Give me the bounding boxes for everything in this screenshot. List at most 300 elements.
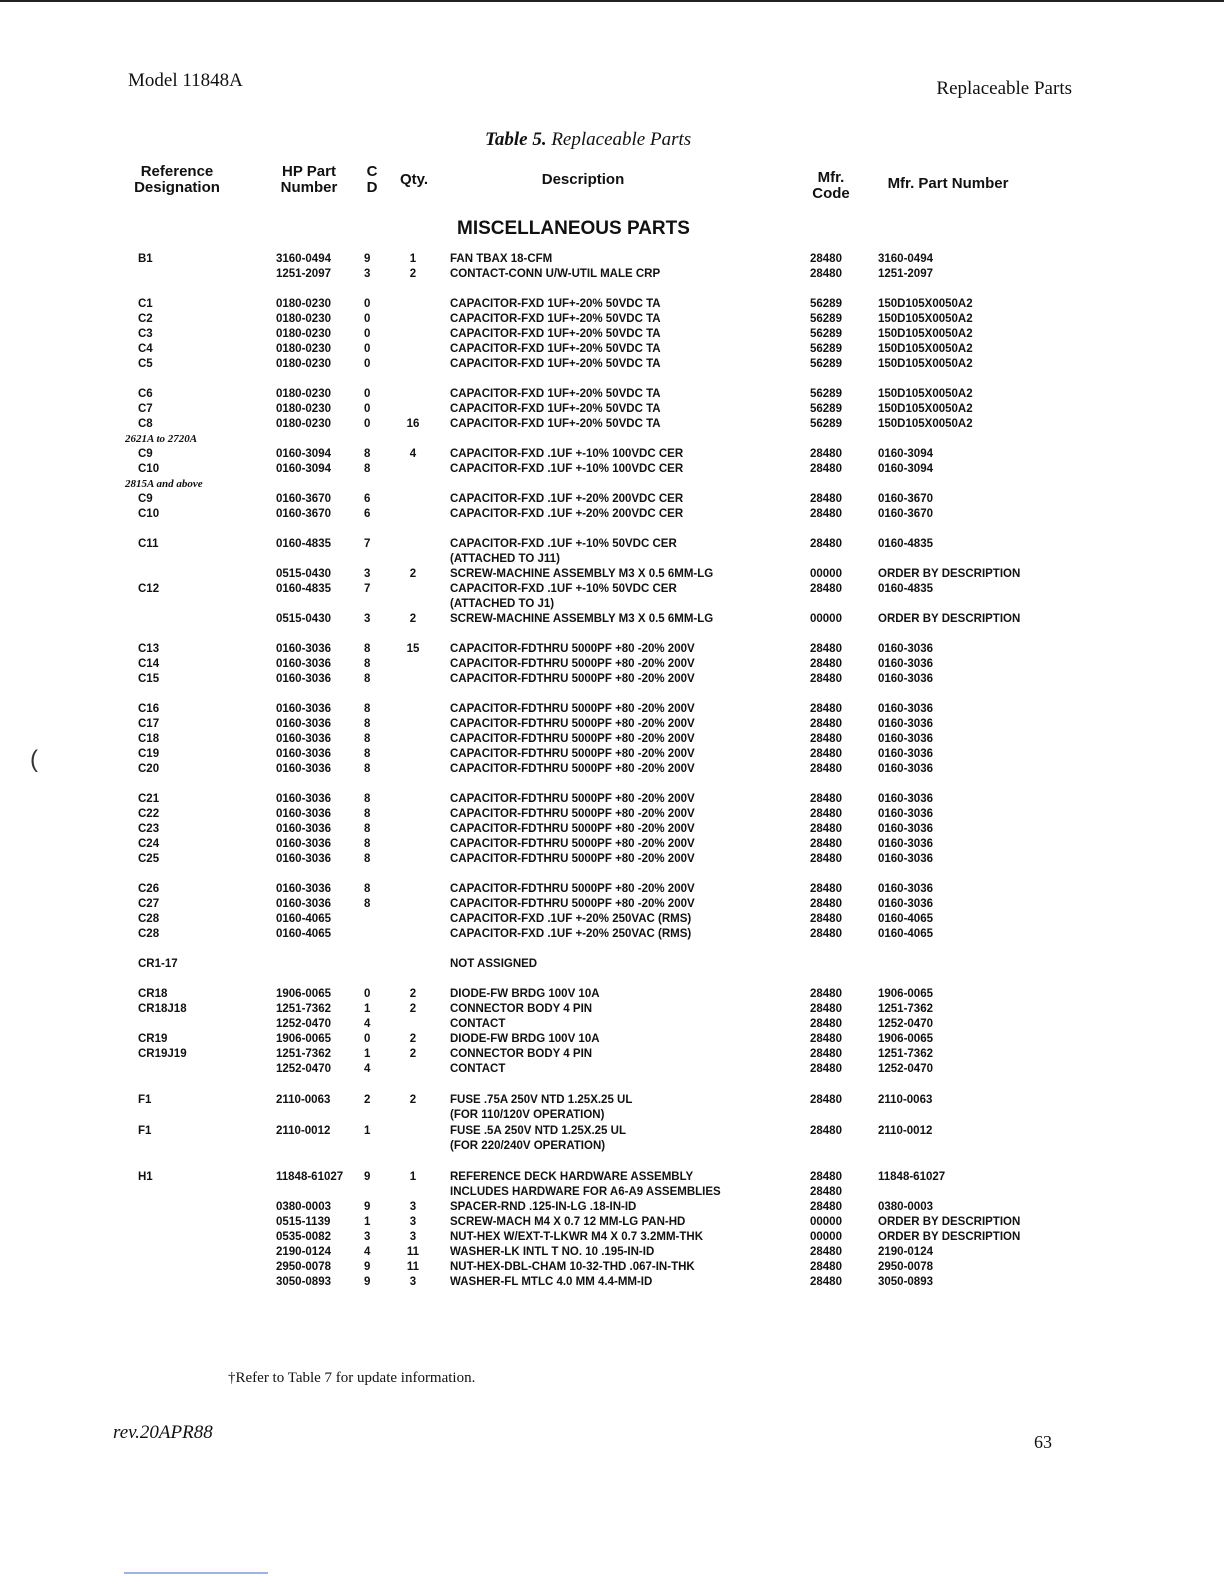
- cd-cell: 8: [364, 748, 371, 760]
- mfr-code-cell: 28480: [810, 463, 842, 475]
- mfr-part-number-cell: 0160-3036: [878, 823, 933, 835]
- hp-part-cell: 0515-0430: [276, 613, 331, 625]
- mfr-code-cell: 00000: [810, 1216, 842, 1228]
- table-row: [0, 447, 1224, 462]
- mfr-code-cell: 56289: [810, 388, 842, 400]
- hp-part-cell: 0180-0230: [276, 358, 331, 370]
- description-cell: CAPACITOR-FDTHRU 5000PF +80 -20% 200V: [450, 673, 695, 685]
- description-cell: SCREW-MACHINE ASSEMBLY M3 X 0.5 6MM-LG: [450, 613, 714, 625]
- mfr-part-number-cell: 0160-4065: [878, 913, 933, 925]
- mfr-part-number-cell: 0160-3036: [878, 643, 933, 655]
- mfr-part-number-cell: 2950-0078: [878, 1261, 933, 1273]
- hp-part-cell: 0535-0082: [276, 1231, 331, 1243]
- mfr-code-cell: 28480: [810, 493, 842, 505]
- ref-designation-cell: C3: [138, 328, 153, 340]
- ref-designation-cell: C14: [138, 658, 160, 670]
- hp-part-cell: 0160-3036: [276, 748, 331, 760]
- mfr-code-cell: 28480: [810, 1186, 842, 1198]
- mfr-part-number-cell: 0160-4835: [878, 583, 933, 595]
- table-row: [0, 297, 1224, 312]
- mfr-code-cell: 28480: [810, 1018, 842, 1030]
- cd-cell: 0: [364, 328, 371, 340]
- table-row: [0, 1108, 1224, 1123]
- mfr-part-number-cell: 150D105X0050A2: [878, 358, 973, 370]
- mfr-part-number-cell: 2190-0124: [878, 1246, 933, 1258]
- qty-cell: 2: [409, 1094, 417, 1106]
- mfr-code-cell: 28480: [810, 448, 842, 460]
- description-cell: INCLUDES HARDWARE FOR A6-A9 ASSEMBLIES: [450, 1186, 721, 1198]
- description-cell: CAPACITOR-FDTHRU 5000PF +80 -20% 200V: [450, 658, 695, 670]
- description-cell: CAPACITOR-FDTHRU 5000PF +80 -20% 200V: [450, 733, 695, 745]
- cd-cell: 8: [364, 853, 371, 865]
- mfr-code-cell: 28480: [810, 1094, 842, 1106]
- cd-cell: 8: [364, 658, 371, 670]
- ref-designation-cell: CR19: [138, 1033, 168, 1045]
- mfr-part-number-cell: 0160-3094: [878, 448, 933, 460]
- hp-part-cell: 0380-0003: [276, 1201, 331, 1213]
- ref-designation-cell: C2: [138, 313, 153, 325]
- col-mfr-part-number: Mfr. Part Number: [887, 175, 1009, 192]
- hp-part-cell: 0515-0430: [276, 568, 331, 580]
- table-row: [0, 822, 1224, 837]
- mfr-code-cell: 28480: [810, 718, 842, 730]
- table-row: [0, 462, 1224, 477]
- cd-cell: 1: [364, 1003, 371, 1015]
- mfr-code-cell: 28480: [810, 1048, 842, 1060]
- cd-cell: 0: [364, 298, 371, 310]
- ref-designation-cell: F1: [138, 1125, 152, 1137]
- serial-range-note: [0, 432, 1224, 447]
- hp-part-cell: 2110-0063: [276, 1094, 331, 1106]
- hp-part-cell: 0160-3036: [276, 718, 331, 730]
- mfr-part-number-cell: 3050-0893: [878, 1276, 933, 1288]
- ref-designation-cell: CR18: [138, 988, 168, 1000]
- cd-cell: 8: [364, 448, 371, 460]
- cd-cell: 8: [364, 643, 371, 655]
- ref-designation-cell: C9: [138, 448, 153, 460]
- description-cell: WASHER-FL MTLC 4.0 MM 4.4-MM-ID: [450, 1276, 653, 1288]
- table-row: [0, 702, 1224, 717]
- table-row: [0, 717, 1224, 732]
- description-cell: CAPACITOR-FDTHRU 5000PF +80 -20% 200V: [450, 793, 695, 805]
- mfr-part-number-cell: 0160-3036: [878, 883, 933, 895]
- hp-part-cell: 1251-7362: [276, 1048, 331, 1060]
- mfr-part-number-cell: 0160-3036: [878, 853, 933, 865]
- serial-note-text: 2621A to 2720A: [125, 433, 198, 445]
- mfr-code-cell: 28480: [810, 763, 842, 775]
- ref-designation-cell: B1: [138, 253, 153, 265]
- mfr-part-number-cell: ORDER BY DESCRIPTION: [878, 1231, 1021, 1243]
- mfr-part-number-cell: 0160-3036: [878, 898, 933, 910]
- mfr-code-cell: 56289: [810, 298, 842, 310]
- cd-cell: 9: [364, 1201, 371, 1213]
- hp-part-cell: 0160-3036: [276, 703, 331, 715]
- table-row: [0, 327, 1224, 342]
- table-row: [0, 1275, 1224, 1290]
- section-header: Replaceable Parts: [936, 78, 1072, 99]
- description-cell: FUSE .5A 250V NTD 1.25X.25 UL: [450, 1125, 626, 1137]
- cd-cell: 6: [364, 493, 371, 505]
- description-cell: FAN TBAX 18-CFM: [450, 253, 553, 265]
- hp-part-cell: 0160-4065: [276, 928, 331, 940]
- cd-cell: 8: [364, 793, 371, 805]
- mfr-code-cell: 28480: [810, 748, 842, 760]
- mfr-part-number-cell: 0160-3036: [878, 718, 933, 730]
- table-row: [0, 267, 1224, 282]
- ref-designation-cell: C24: [138, 838, 160, 850]
- cd-cell: 0: [364, 388, 371, 400]
- ref-designation-cell: C28: [138, 928, 160, 940]
- table-row: [0, 882, 1224, 897]
- hp-part-cell: 11848-61027: [276, 1171, 344, 1183]
- description-cell: CAPACITOR-FXD .1UF +-10% 50VDC CER: [450, 538, 677, 550]
- mfr-code-cell: 28480: [810, 703, 842, 715]
- mfr-code-cell: 28480: [810, 658, 842, 670]
- description-cell: (FOR 110/120V OPERATION): [450, 1109, 605, 1121]
- hp-part-cell: 0160-3036: [276, 898, 331, 910]
- ref-designation-cell: F1: [138, 1094, 152, 1106]
- hp-part-cell: 0160-3036: [276, 793, 331, 805]
- table-row: [0, 987, 1224, 1002]
- qty-cell: 2: [409, 1033, 417, 1045]
- description-cell: CONNECTOR BODY 4 PIN: [450, 1003, 593, 1015]
- mfr-part-number-cell: 3160-0494: [878, 253, 933, 265]
- hp-part-cell: 1906-0065: [276, 1033, 331, 1045]
- mfr-code-cell: 28480: [810, 1261, 842, 1273]
- table-row: [0, 1200, 1224, 1215]
- description-cell: CAPACITOR-FXD .1UF +-20% 200VDC CER: [450, 508, 684, 520]
- ref-designation-cell: CR19J19: [138, 1048, 187, 1060]
- cd-cell: 8: [364, 763, 371, 775]
- ref-designation-cell: C19: [138, 748, 160, 760]
- mfr-part-number-cell: 0160-3670: [878, 493, 933, 505]
- cd-cell: 3: [364, 1231, 371, 1243]
- cd-cell: 2: [364, 1094, 371, 1106]
- description-cell: CAPACITOR-FXD 1UF+-20% 50VDC TA: [450, 298, 661, 310]
- description-cell: CAPACITOR-FDTHRU 5000PF +80 -20% 200V: [450, 853, 695, 865]
- qty-cell: 1: [409, 253, 417, 265]
- hp-part-cell: 0515-1139: [276, 1216, 331, 1228]
- cd-cell: 9: [364, 1261, 371, 1273]
- hp-part-cell: 0160-3094: [276, 448, 331, 460]
- table-row: [0, 1002, 1224, 1017]
- mfr-part-number-cell: 0160-3036: [878, 808, 933, 820]
- hp-part-cell: 1906-0065: [276, 988, 331, 1000]
- hp-part-cell: 3050-0893: [276, 1276, 331, 1288]
- mfr-code-cell: 28480: [810, 1125, 842, 1137]
- mfr-code-cell: 28480: [810, 1171, 842, 1183]
- table-row: [0, 957, 1224, 972]
- table-row: [0, 612, 1224, 627]
- description-cell: CAPACITOR-FXD 1UF+-20% 50VDC TA: [450, 328, 661, 340]
- cd-cell: 1: [364, 1125, 371, 1137]
- hp-part-cell: 3160-0494: [276, 253, 331, 265]
- mfr-code-cell: 28480: [810, 1201, 842, 1213]
- col-qty: Qty.: [399, 171, 429, 188]
- description-cell: (ATTACHED TO J1): [450, 598, 555, 610]
- table-row: [0, 792, 1224, 807]
- table-row: [0, 747, 1224, 762]
- cd-cell: 0: [364, 313, 371, 325]
- table-row: [0, 252, 1224, 267]
- mfr-part-number-cell: 0160-3036: [878, 793, 933, 805]
- serial-note-text: 2815A and above: [125, 478, 203, 490]
- qty-cell: 11: [406, 1246, 420, 1258]
- table-row: [0, 1062, 1224, 1077]
- hp-part-cell: 0160-4835: [276, 538, 331, 550]
- hp-part-cell: 0160-3036: [276, 673, 331, 685]
- hp-part-cell: 0180-0230: [276, 343, 331, 355]
- ref-designation-cell: CR18J18: [138, 1003, 187, 1015]
- mfr-code-cell: 28480: [810, 1063, 842, 1075]
- table-row: [0, 402, 1224, 417]
- ref-designation-cell: C26: [138, 883, 160, 895]
- mfr-part-number-cell: 0160-3094: [878, 463, 933, 475]
- description-cell: REFERENCE DECK HARDWARE ASSEMBLY: [450, 1171, 694, 1183]
- mfr-code-cell: 28480: [810, 508, 842, 520]
- description-cell: (FOR 220/240V OPERATION): [450, 1140, 606, 1152]
- table-row: [0, 342, 1224, 357]
- ref-designation-cell: C6: [138, 388, 153, 400]
- mfr-part-number-cell: 1251-2097: [878, 268, 933, 280]
- table-row: [0, 597, 1224, 612]
- hp-part-cell: 0160-4065: [276, 913, 331, 925]
- ref-designation-cell: C21: [138, 793, 160, 805]
- description-cell: CONTACT: [450, 1063, 506, 1075]
- cd-cell: 7: [364, 538, 371, 550]
- hp-part-cell: 0160-3036: [276, 823, 331, 835]
- mfr-code-cell: 56289: [810, 403, 842, 415]
- mfr-code-cell: 28480: [810, 928, 842, 940]
- hp-part-cell: 2110-0012: [276, 1125, 331, 1137]
- cd-cell: 0: [364, 343, 371, 355]
- description-cell: CAPACITOR-FDTHRU 5000PF +80 -20% 200V: [450, 823, 695, 835]
- mfr-code-cell: 28480: [810, 913, 842, 925]
- hp-part-cell: 1251-2097: [276, 268, 331, 280]
- cd-cell: 9: [364, 253, 371, 265]
- mfr-code-cell: 56289: [810, 313, 842, 325]
- mfr-code-cell: 28480: [810, 793, 842, 805]
- description-cell: CONTACT-CONN U/W-UTIL MALE CRP: [450, 268, 661, 280]
- hp-part-cell: 0180-0230: [276, 418, 331, 430]
- description-cell: CAPACITOR-FXD 1UF+-20% 50VDC TA: [450, 388, 661, 400]
- description-cell: CAPACITOR-FXD 1UF+-20% 50VDC TA: [450, 358, 661, 370]
- table-row: [0, 927, 1224, 942]
- mfr-part-number-cell: 0160-3036: [878, 673, 933, 685]
- mfr-code-cell: 00000: [810, 568, 842, 580]
- qty-cell: 15: [406, 643, 420, 655]
- table-row: [0, 552, 1224, 567]
- mfr-part-number-cell: 0160-3036: [878, 733, 933, 745]
- hp-part-cell: 0160-3036: [276, 658, 331, 670]
- mfr-code-cell: 28480: [810, 853, 842, 865]
- mfr-code-cell: 28480: [810, 1246, 842, 1258]
- cd-cell: 3: [364, 268, 371, 280]
- cd-cell: 1: [364, 1216, 371, 1228]
- table-row: [0, 1139, 1224, 1154]
- cd-cell: 8: [364, 673, 371, 685]
- table-row: [0, 1124, 1224, 1139]
- hp-part-cell: 0180-0230: [276, 403, 331, 415]
- qty-cell: 16: [406, 418, 420, 430]
- table-row: [0, 1093, 1224, 1108]
- mfr-part-number-cell: 0160-3036: [878, 763, 933, 775]
- ref-designation-cell: C23: [138, 823, 160, 835]
- qty-cell: 2: [409, 1003, 417, 1015]
- mfr-code-cell: 28480: [810, 583, 842, 595]
- description-cell: CAPACITOR-FDTHRU 5000PF +80 -20% 200V: [450, 718, 695, 730]
- description-cell: CAPACITOR-FXD 1UF+-20% 50VDC TA: [450, 418, 661, 430]
- description-cell: NUT-HEX-DBL-CHAM 10-32-THD .067-IN-THK: [450, 1261, 695, 1273]
- mfr-part-number-cell: 1906-0065: [878, 1033, 933, 1045]
- hp-part-cell: 1252-0470: [276, 1018, 331, 1030]
- cd-cell: 9: [364, 1171, 371, 1183]
- hp-part-cell: 0180-0230: [276, 313, 331, 325]
- qty-cell: 3: [409, 1276, 417, 1288]
- hp-part-cell: 0160-3036: [276, 763, 331, 775]
- hp-part-cell: 0160-3036: [276, 883, 331, 895]
- cd-cell: 0: [364, 1033, 371, 1045]
- model-header: Model 11848A: [128, 70, 243, 91]
- cd-cell: 1: [364, 1048, 371, 1060]
- ref-designation-cell: C9: [138, 493, 153, 505]
- cd-cell: 8: [364, 808, 371, 820]
- description-cell: CAPACITOR-FDTHRU 5000PF +80 -20% 200V: [450, 838, 695, 850]
- mfr-part-number-cell: 150D105X0050A2: [878, 418, 973, 430]
- description-cell: CAPACITOR-FDTHRU 5000PF +80 -20% 200V: [450, 748, 695, 760]
- mfr-code-cell: 56289: [810, 328, 842, 340]
- mfr-code-cell: 28480: [810, 1276, 842, 1288]
- description-cell: SPACER-RND .125-IN-LG .18-IN-ID: [450, 1201, 637, 1213]
- ref-designation-cell: CR1-17: [138, 958, 178, 970]
- description-cell: CAPACITOR-FDTHRU 5000PF +80 -20% 200V: [450, 808, 695, 820]
- cd-cell: 0: [364, 358, 371, 370]
- mfr-code-cell: 56289: [810, 358, 842, 370]
- description-cell: WASHER-LK INTL T NO. 10 .195-IN-ID: [450, 1246, 655, 1258]
- ref-designation-cell: C7: [138, 403, 153, 415]
- mfr-part-number-cell: ORDER BY DESCRIPTION: [878, 1216, 1021, 1228]
- mfr-part-number-cell: 0160-3670: [878, 508, 933, 520]
- table-row: [0, 417, 1224, 432]
- table-row: [0, 1185, 1224, 1200]
- mfr-part-number-cell: 1252-0470: [878, 1063, 933, 1075]
- table-row: [0, 807, 1224, 822]
- mfr-code-cell: 28480: [810, 673, 842, 685]
- table-row: [0, 1047, 1224, 1062]
- table-row: [0, 897, 1224, 912]
- mfr-code-cell: 28480: [810, 253, 842, 265]
- qty-cell: 2: [409, 568, 417, 580]
- hp-part-cell: 0160-3036: [276, 838, 331, 850]
- col-description: Description: [541, 171, 625, 188]
- hp-part-cell: 0160-3036: [276, 853, 331, 865]
- mfr-part-number-cell: 150D105X0050A2: [878, 388, 973, 400]
- cd-cell: 8: [364, 703, 371, 715]
- mfr-part-number-cell: 0160-4835: [878, 538, 933, 550]
- hp-part-cell: 0160-3036: [276, 808, 331, 820]
- hp-part-cell: 1252-0470: [276, 1063, 331, 1075]
- description-cell: CAPACITOR-FXD .1UF +-20% 200VDC CER: [450, 493, 684, 505]
- qty-cell: 4: [409, 448, 417, 460]
- mfr-code-cell: 28480: [810, 538, 842, 550]
- table-row: [0, 567, 1224, 582]
- description-cell: CAPACITOR-FXD .1UF +-20% 250VAC (RMS): [450, 928, 692, 940]
- table-row: [0, 1260, 1224, 1275]
- description-cell: NOT ASSIGNED: [450, 958, 538, 970]
- mfr-code-cell: 28480: [810, 643, 842, 655]
- qty-cell: 11: [406, 1261, 420, 1273]
- qty-cell: 1: [409, 1171, 417, 1183]
- ref-designation-cell: C20: [138, 763, 160, 775]
- mfr-code-cell: 28480: [810, 838, 842, 850]
- ref-designation-cell: C1: [138, 298, 153, 310]
- mfr-part-number-cell: 2110-0063: [878, 1094, 933, 1106]
- hp-part-cell: 2950-0078: [276, 1261, 331, 1273]
- description-cell: DIODE-FW BRDG 100V 10A: [450, 988, 600, 1000]
- table-row: [0, 642, 1224, 657]
- description-cell: CAPACITOR-FDTHRU 5000PF +80 -20% 200V: [450, 703, 695, 715]
- mfr-part-number-cell: 0160-4065: [878, 928, 933, 940]
- mfr-code-cell: 28480: [810, 1003, 842, 1015]
- ref-designation-cell: C5: [138, 358, 153, 370]
- table-row: [0, 1032, 1224, 1047]
- hp-part-cell: 0160-3670: [276, 493, 331, 505]
- mfr-code-cell: 00000: [810, 613, 842, 625]
- ref-designation-cell: C15: [138, 673, 160, 685]
- mfr-part-number-cell: 0160-3036: [878, 658, 933, 670]
- mfr-part-number-cell: 11848-61027: [878, 1171, 946, 1183]
- hp-part-cell: 0160-3036: [276, 643, 331, 655]
- description-cell: SCREW-MACH M4 X 0.7 12 MM-LG PAN-HD: [450, 1216, 686, 1228]
- ref-designation-cell: C22: [138, 808, 160, 820]
- hp-part-cell: 0160-3036: [276, 733, 331, 745]
- cd-cell: 7: [364, 583, 371, 595]
- table-name: Replaceable Parts: [551, 129, 692, 150]
- mfr-part-number-cell: 1251-7362: [878, 1003, 933, 1015]
- description-cell: CAPACITOR-FXD 1UF+-20% 50VDC TA: [450, 343, 661, 355]
- ref-designation-cell: C8: [138, 418, 153, 430]
- description-cell: CAPACITOR-FXD 1UF+-20% 50VDC TA: [450, 403, 661, 415]
- ref-designation-cell: C4: [138, 343, 153, 355]
- mfr-code-cell: 28480: [810, 808, 842, 820]
- mfr-code-cell: 00000: [810, 1231, 842, 1243]
- table-row: [0, 1230, 1224, 1245]
- description-cell: CAPACITOR-FDTHRU 5000PF +80 -20% 200V: [450, 763, 695, 775]
- table-row: [0, 1170, 1224, 1185]
- table-row: [0, 312, 1224, 327]
- ref-designation-cell: H1: [138, 1171, 153, 1183]
- table-row: [0, 357, 1224, 372]
- qty-cell: 3: [409, 1231, 417, 1243]
- qty-cell: 2: [409, 613, 417, 625]
- mfr-part-number-cell: 150D105X0050A2: [878, 328, 973, 340]
- mfr-part-number-cell: 0380-0003: [878, 1201, 933, 1213]
- table-label: Table 5.: [485, 129, 547, 150]
- ref-designation-cell: C28: [138, 913, 160, 925]
- description-cell: CAPACITOR-FDTHRU 5000PF +80 -20% 200V: [450, 898, 695, 910]
- hp-part-cell: 0180-0230: [276, 298, 331, 310]
- mfr-part-number-cell: 1251-7362: [878, 1048, 933, 1060]
- qty-cell: 3: [409, 1201, 417, 1213]
- mfr-code-cell: 28480: [810, 733, 842, 745]
- table-row: [0, 732, 1224, 747]
- cd-cell: 8: [364, 838, 371, 850]
- table-row: [0, 1017, 1224, 1032]
- description-cell: (ATTACHED TO J11): [450, 553, 560, 565]
- table-row: [0, 1245, 1224, 1260]
- table-row: [0, 387, 1224, 402]
- description-cell: CAPACITOR-FXD .1UF +-10% 100VDC CER: [450, 463, 684, 475]
